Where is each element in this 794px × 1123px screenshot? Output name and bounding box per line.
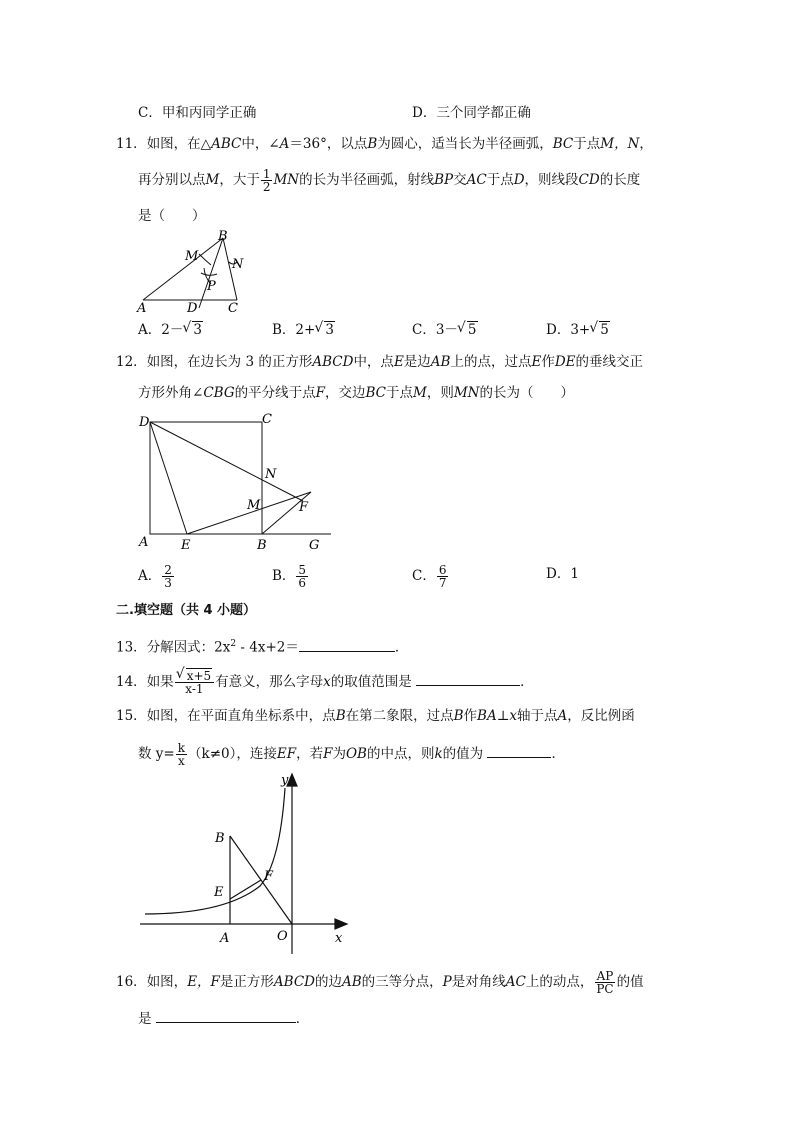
q13-answer-blank[interactable]	[299, 637, 395, 652]
q14-line: 14．如果 √ $\frac{x+5}{x-1}$ 有意义，那么字母x的取值范围是 ．	[116, 670, 534, 695]
q12-label-a: A	[139, 535, 149, 550]
q13-number: 13．	[116, 639, 147, 656]
q11-label-b: B	[218, 229, 228, 244]
q12-label-f: F	[299, 500, 309, 515]
q11-var: BP	[434, 172, 454, 188]
q11-option-d: D．3+√ 5	[546, 320, 610, 340]
q16-number: 16．	[116, 974, 147, 990]
q13-line: 13．分解因式：$2x^2 - 4x+2=$ ．	[116, 634, 408, 658]
q11-var: M	[205, 172, 220, 188]
q12-label-b: B	[257, 538, 267, 553]
q12-option-b: B． $\frac{5}{6}$	[272, 563, 307, 590]
q11-text: 于点	[486, 172, 514, 188]
q11-label-n: N	[232, 257, 244, 272]
q15-label-b: B	[215, 831, 225, 846]
q12-label-g: G	[309, 538, 320, 553]
q11-var: ABC	[211, 136, 242, 152]
q11-text: 的长为半径画弧，射线	[299, 172, 435, 188]
q11-var: A	[279, 136, 290, 152]
q15-answer-blank[interactable]	[487, 743, 551, 758]
q11-text: 如图，在△	[146, 136, 212, 152]
q11-var: M，N	[600, 136, 640, 152]
q11-text: 再分别以点	[138, 172, 206, 188]
q11-label-d: D	[187, 301, 198, 316]
q15-number: 15．	[116, 708, 147, 724]
q14-answer-blank[interactable]	[416, 671, 520, 686]
q11-label-c: C	[228, 301, 238, 316]
q11-text: ，则线段	[524, 172, 579, 188]
q15-label-x: x	[335, 931, 343, 946]
q11-var: CD	[578, 172, 600, 188]
q12-option-d: D．1	[546, 566, 579, 582]
q11-option-a: A．2－√ 3	[138, 320, 203, 340]
q11-label-m: M	[185, 249, 199, 264]
q12-label-c: C	[262, 412, 272, 427]
q11-text: ，大于	[219, 172, 260, 188]
q15-coordinate-figure	[135, 768, 355, 958]
q12-line1: 12．如图，在边长为 3 的正方形ABCD中，点E是边AB上的点，过点E作DE的垂线交正	[116, 354, 644, 370]
q11-var: AC	[466, 172, 487, 188]
q12-option-a: A． $\frac{2}{3}$	[138, 563, 172, 590]
q10-option-c: C．甲和丙同学正确	[138, 105, 257, 121]
q11-text: 于点	[573, 136, 601, 152]
q12-label-e: E	[181, 538, 191, 553]
q10-option-d: D．三个同学都正确	[412, 105, 531, 121]
q12-label-d: D	[139, 415, 150, 430]
q11-line3: 是（ ）	[138, 208, 206, 224]
q11-number: 11．	[116, 136, 147, 152]
q12-square-figure	[135, 408, 340, 556]
q15-label-e: E	[214, 885, 224, 900]
q15-label-a: A	[220, 931, 230, 946]
q15-line2: 数 y= $\frac{k}{x}$ （k≠0），连接EF，若F为OB的中点，则k的值为 ．	[138, 741, 565, 768]
q14-fraction: √ $\frac{x+5}{x-1}$	[175, 670, 214, 695]
q11-label-p: P	[207, 279, 216, 294]
q11-option-c: C．3－√ 5	[412, 320, 478, 340]
q11-text: ＝36°，以点	[289, 136, 368, 152]
q11-text: 中，∠	[241, 136, 280, 152]
q12-option-c: C． $\frac{6}{7}$	[412, 563, 447, 590]
q16-line2: 是 ．	[138, 1008, 309, 1029]
q15-line1: 15．如图，在平面直角坐标系中，点B在第二象限，过点B作BA⊥x轴于点A，反比例函	[116, 708, 635, 724]
q15-label-f: F	[264, 869, 274, 884]
q11-line2	[138, 168, 640, 193]
q11-var: MN	[273, 172, 300, 188]
q12-line2: 方形外角∠CBG的平分线于点F，交边BC于点M，则MN的长为（ ）	[138, 385, 574, 401]
q11-triangle-figure	[135, 228, 255, 318]
q11-text: 为圆心，适当长为半径画弧，	[377, 136, 553, 152]
q11-var: D	[513, 172, 525, 188]
q11-line1	[116, 134, 653, 154]
q15-label-o: O	[277, 929, 288, 944]
q11-fraction: $\frac{1}{2}$	[262, 167, 271, 194]
q11-var: B	[367, 136, 378, 152]
q11-option-b: B．2+√ 3	[272, 320, 335, 340]
q15-label-y: y	[281, 773, 289, 788]
section-heading: 二.填空题（共 4 小题）	[116, 603, 257, 618]
q11-var: BC	[552, 136, 574, 152]
q14-number: 14．	[116, 674, 147, 690]
q11-text: 的长度	[599, 172, 641, 188]
q16-answer-blank[interactable]	[156, 1008, 296, 1023]
q16-line1: 16．如图，E，F是正方形ABCD的边AB的三等分点，P是对角线AC上的动点， $\frac{AP}{PC}$ 的值	[116, 969, 644, 996]
q11-text: 交	[453, 172, 467, 188]
q11-text: ，	[639, 136, 653, 152]
q11-label-a: A	[137, 301, 147, 316]
q12-label-n: N	[265, 467, 277, 482]
q12-label-m: M	[247, 498, 261, 513]
q12-number: 12．	[116, 354, 147, 370]
